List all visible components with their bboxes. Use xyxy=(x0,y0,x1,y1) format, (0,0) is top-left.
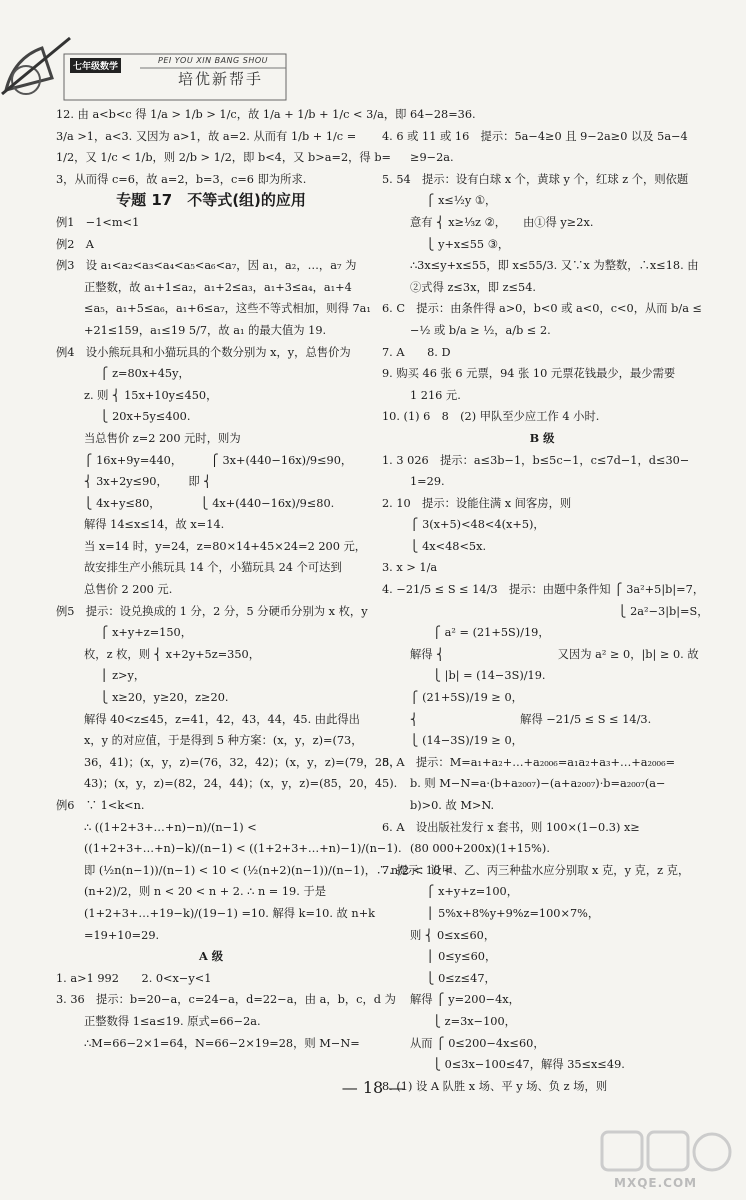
text-line: 4. 6 或 11 或 16 提示：5a−4≥0 且 9−2a≥0 以及 5a−4 xyxy=(382,129,688,143)
text-line: 64−28=36. xyxy=(410,108,476,121)
text-line: ⎨ 解得 −21/5 ≤ S ≤ 14/3. xyxy=(410,712,652,726)
text-line: ⎩ 4x+y≤80， ⎩ 4x+(440−16x)/9≤80. xyxy=(84,496,335,510)
text-line: ⎧ (21+5S)/19 ≥ 0， xyxy=(410,691,523,705)
text-line: 4. −21/5 ≤ S ≤ 14/3 提示：由题中条件知 ⎧ 3a²+5|b|=7， xyxy=(382,583,705,597)
text-line: 正整数，故 a₁+1≤a₂，a₁+2≤a₃，a₁+3≤a₄，a₁+4 xyxy=(84,280,352,294)
text-line: 故安排生产小熊玩具 14 个，小猫玩具 24 个可达到 xyxy=(84,561,342,575)
text-line: ⎩ |b| = (14−3S)/19. xyxy=(410,669,546,683)
text-line: b)>0. 故 M>N. xyxy=(410,799,495,812)
text-line: 从而 ⎧ 0≤200−4x≤60， xyxy=(410,1036,545,1050)
text-line: 解得 ⎧ y=200−4x， xyxy=(410,993,520,1007)
page-number: — 18 — xyxy=(341,1078,405,1097)
text-line: ⎩ z=3x−100， xyxy=(410,1014,516,1028)
text-line: 当 x=14 时，y=24，z=80×14+45×24=2 200 元， xyxy=(84,539,367,553)
text-line: 1 216 元. xyxy=(410,388,461,402)
text-line: 1. 3 026 提示：a≤3b−1，b≤5c−1，c≤7d−1，d≤30− xyxy=(382,453,690,467)
text-line: ⎪ z>y， xyxy=(100,669,146,683)
text-line: 7. A 8. D xyxy=(382,345,451,359)
brand-subtitle: 七年级数学 xyxy=(70,58,121,73)
level-heading: A 级 xyxy=(199,949,223,964)
text-line: ⎧ a² = (21+5S)/19， xyxy=(410,626,550,640)
text-line: 5. A 提示：M=a₁+a₂+…+a₂₀₀₆=a₁a₂+a₃+…+a₂₀₀₆= xyxy=(382,755,676,769)
text-line: 43)；(x，y，z)=(82，24，44)；(x，y，z)=(85，20，45). xyxy=(84,777,398,791)
text-line: ⎩ 0≤3x−100≤47，解得 35≤x≤49. xyxy=(410,1058,625,1072)
text-line: ⎧ x+y+z=100， xyxy=(426,885,519,899)
watermark-text: MXQE.COM xyxy=(614,1176,698,1190)
text-line: 3/a >1，a<3. 又因为 a>1，故 a=2. 从而有 1/b + 1/c = xyxy=(56,129,357,143)
text-line: 例2 A xyxy=(56,237,94,251)
text-line: 意有 ⎨ x≥⅓z ②， 由①得 y≥2x. xyxy=(410,215,594,229)
text-line: 1. a>1 992 2. 0<x−y<1 xyxy=(56,971,212,985)
text-line: ⎩ 4x<48<5x. xyxy=(410,539,487,553)
text-line: 9. 购买 46 张 6 元票，94 张 10 元票花钱最少，最少需要 xyxy=(382,367,676,381)
text-line: 当总售价 z=2 200 元时，则为 xyxy=(84,431,241,445)
text-line: ((1+2+3+…+n)−k)/(n−1) < ((1+2+3+…+n)−1)/(n−1). xyxy=(84,842,402,856)
text-line: ⎩ 2a²−3|b|=S， xyxy=(426,604,709,618)
text-line: (80 000+200x)(1+15%). xyxy=(410,842,550,856)
right-column xyxy=(382,104,709,1097)
text-line: b. 则 M−N=a·(b+a₂₀₀₇)−(a+a₂₀₀₇)·b=a₂₀₀₇(a− xyxy=(410,777,666,791)
text-line: 1=29. xyxy=(410,475,445,489)
text-line: 2. 10 提示：设能住满 x 间客房，则 xyxy=(382,496,572,510)
level-heading: B 级 xyxy=(529,430,555,445)
text-line: ∴3x≤y+x≤55，即 x≤55/3. 又∵x 为整数，∴x≤18. 由 xyxy=(410,259,699,273)
text-line: 3. 36 提示：b=20−a，c=24−a，d=22−a，由 a，b，c，d 为 xyxy=(56,993,396,1007)
text-line: 解得 14≤x≤14，故 x=14. xyxy=(84,518,225,532)
text-line: (n+2)/2，则 n < 20 < n + 2. ∴ n = 19. 于是 xyxy=(84,885,327,899)
text-line: ⎩ 20x+5y≤400. xyxy=(100,410,191,424)
text-line: ②式得 z≤3x，即 z≤54. xyxy=(410,280,537,294)
text-line: ≥9−2a. xyxy=(410,151,454,165)
text-line: ⎩ (14−3S)/19 ≥ 0， xyxy=(410,734,523,748)
text-line: ⎧ 3(x+5)<48<4(x+5)， xyxy=(410,518,545,532)
text-line: ∴M=66−2×1=64，N=66−2×19=28，则 M−N= xyxy=(84,1036,360,1050)
text-line: 6. A 设出版社发行 x 套书，则 100×(1−0.3) x≥ xyxy=(382,820,640,834)
section-heading: 专题 17 不等式(组)的应用 xyxy=(116,191,306,210)
text-line: 解得 40<z≤45，z=41，42，43，44，45. 由此得出 xyxy=(84,712,360,726)
text-line: 例6 ∵ 1<k<n. xyxy=(56,799,145,812)
text-line: 即 (½n(n−1))/(n−1) < 10 < (½(n+2)(n−1))/(n−1)，∴ n/2 < 10 < xyxy=(84,863,454,877)
text-line: 例3 设 a₁<a₂<a₃<a₄<a₅<a₆<a₇，因 a₁，a₂，…，a₇ 为 xyxy=(56,259,357,273)
text-line: ⎩ y+x≤55 ③， xyxy=(426,237,510,251)
text-line: −½ 或 b/a ≥ ½，a/b ≤ 2. xyxy=(410,323,551,337)
text-line: 1/2，又 1/c < 1/b，则 2/b > 1/2，即 b<4，又 b>a=2，得 b= xyxy=(56,151,392,165)
text-line: 例5 提示：设兑换成的 1 分，2 分，5 分硬币分别为 x 枚，y xyxy=(56,604,368,618)
text-line: ⎪ 5%x+8%y+9%z=100×7%， xyxy=(426,906,600,920)
text-line: ⎩ 0≤z≤47， xyxy=(426,971,496,985)
series-pinyin: PEI YOU XIN BANG SHOU xyxy=(158,56,269,65)
text-line: 36，41)；(x，y，z)=(76，32，42)；(x，y，z)=(79，28， xyxy=(84,755,401,769)
text-line: z. 则 ⎨ 15x+10y≤450， xyxy=(84,388,218,402)
text-line: 例4 设小熊玩具和小猫玩具的个数分别为 x，y，总售价为 xyxy=(56,345,351,359)
text-line: ⎧ x≤½y ①， xyxy=(426,194,497,208)
text-line: ⎧ x+y+z=150， xyxy=(100,626,193,640)
text-line: 5. 54 提示：设有白球 x 个，黄球 y 个，红球 z 个，则依题 xyxy=(382,172,689,186)
text-line: 12. 由 a<b<c 得 1/a > 1/b > 1/c，故 1/a + 1/b + 1/c < 3/a，即 xyxy=(56,108,407,121)
text-line: ⎧ z=80x+45y， xyxy=(100,367,190,381)
text-line: ⎧ 16x+9y=440， ⎧ 3x+(440−16x)/9≤90， xyxy=(84,453,353,467)
text-line: 10. (1) 6 8 (2) 甲队至少应工作 4 小时. xyxy=(382,410,600,424)
text-line: (1+2+3+…+19−k)/(19−1) =10. 解得 k=10. 故 n+k xyxy=(84,906,376,920)
text-line: ≤a₅，a₁+5≤a₆，a₁+6≤a₇，这些不等式相加，则得 7a₁ xyxy=(84,302,371,316)
text-line: 8. (1) 设 A 队胜 x 场、平 y 场、负 z 场，则 xyxy=(382,1079,608,1093)
text-line: x，y 的对应值，于是得到 5 种方案：(x，y，z)=(73， xyxy=(84,734,363,748)
text-line: ∴ ((1+2+3+…+n)−n)/(n−1) < xyxy=(84,820,257,834)
text-line: 3，从而得 c=6，故 a=2，b=3，c=6 即为所求. xyxy=(56,172,307,186)
text-line: 解得 ⎨ 又因为 a² ≥ 0，|b| ≥ 0. 故 xyxy=(410,647,699,661)
series-title: 培优新帮手 xyxy=(178,70,264,88)
text-line: 则 ⎨ 0≤x≤60， xyxy=(410,928,496,942)
text-line: 例1 −1<m<1 xyxy=(56,215,140,229)
text-line: ⎨ 3x+2y≤90， 即 ⎨ xyxy=(84,475,212,489)
text-line: +21≤159，a₁≤19 5/7，故 a₁ 的最大值为 19. xyxy=(84,323,327,337)
text-line: 总售价 2 200 元. xyxy=(84,583,173,597)
text-line: 6. C 提示：由条件得 a>0，b<0 或 a<0，c<0，从而 b/a ≤ xyxy=(382,302,703,316)
text-line: 枚，z 枚，则 ⎨ x+2y+5z=350， xyxy=(84,647,261,661)
text-line: 7. 提示：设甲、乙、丙三种盐水应分别取 x 克，y 克，z 克， xyxy=(382,863,690,877)
text-line: ⎪ 0≤y≤60， xyxy=(426,950,497,964)
page-header xyxy=(0,0,746,100)
text-line: 3. x > 1/a xyxy=(382,561,438,575)
text-line: 正整数得 1≤a≤19. 原式=66−2a. xyxy=(84,1014,261,1028)
text-line: ⎩ x≥20，y≥20，z≥20. xyxy=(100,691,229,705)
text-line: =19+10=29. xyxy=(84,928,160,942)
